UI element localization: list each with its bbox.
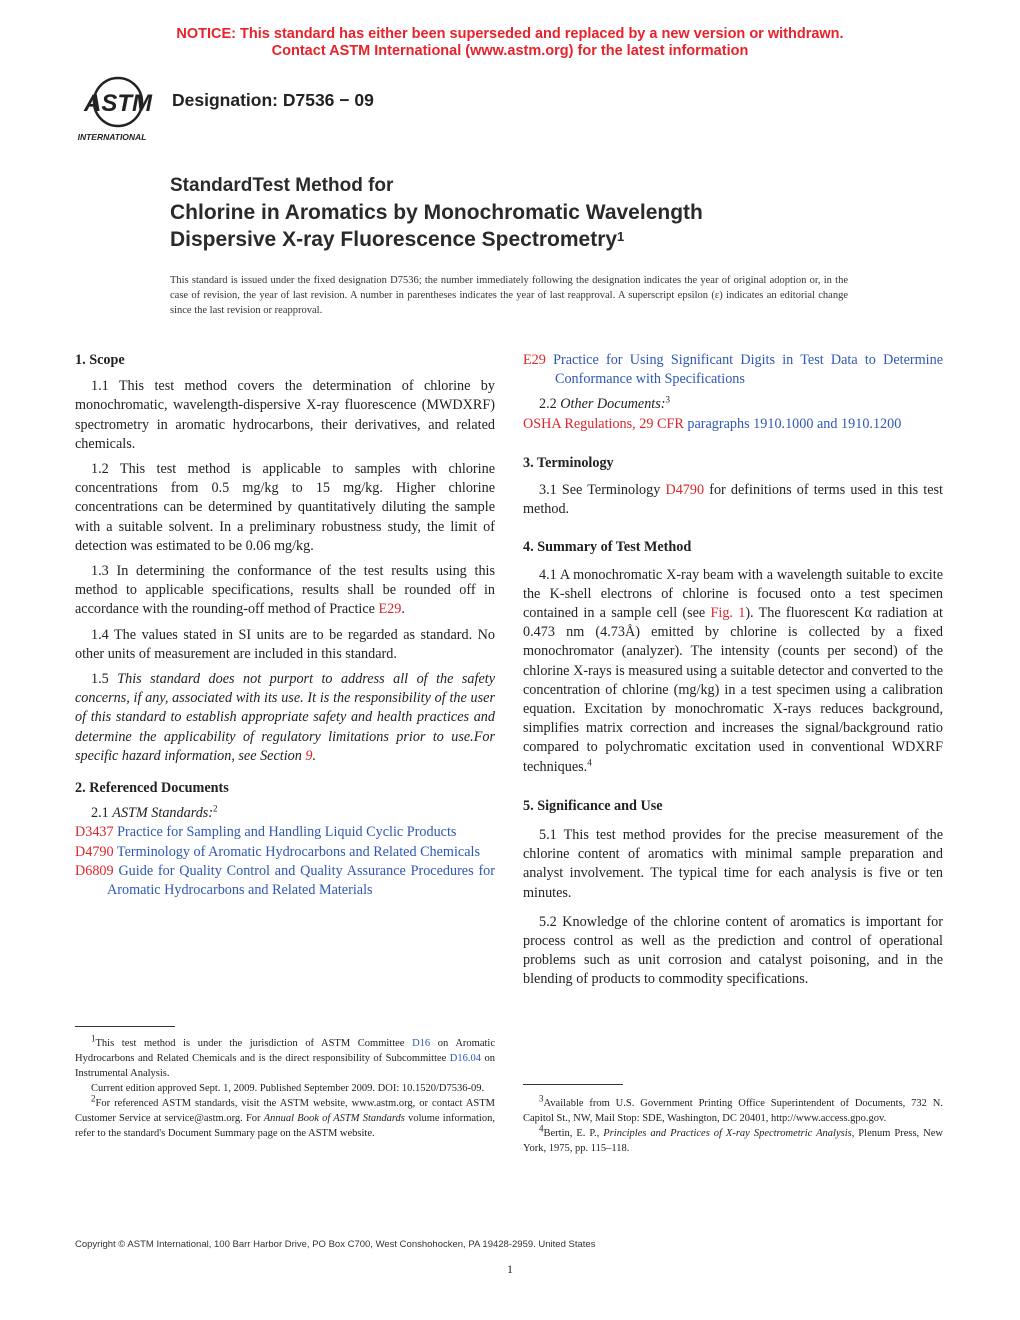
scope-1-5-num: 1.5: [91, 671, 118, 688]
withdrawal-notice: [0, 26, 1020, 60]
footnotes-right: [523, 1093, 943, 1156]
other-label-mark: 3: [665, 394, 670, 405]
fn1-text-b: on Aromatic Hydrocarbons and Related Chemicals and is the direct responsibility of Subcommittee: [75, 1038, 495, 1064]
terminology-text-b: for definitions of terms used in this test method.: [523, 482, 944, 518]
logo-sub: INTERNATIONAL: [77, 132, 147, 142]
right-column: [523, 351, 943, 990]
notice-line-1: NOTICE: This standard has either been superseded and replaced by a new version or withdrawn.: [176, 26, 844, 42]
scope-1-1: 1.1 This test method covers the determination of chlorine by monochromatic, wavelength-dispersive X-ray fluorescence (MWDXRF) spectrometry in aromatic hydrocarbons, their derivatives, and related chemicals.: [75, 378, 495, 452]
ref-d4790-title[interactable]: Terminology of Aromatic Hydrocarbons and Related Chemicals: [113, 843, 480, 860]
refdocs-heading: 2. Referenced Documents: [75, 780, 229, 797]
ref-osha[interactable]: [523, 415, 943, 434]
ref-d3437-title[interactable]: Practice for Sampling and Handling Liquid Cyclic Products: [113, 824, 457, 841]
copyright-footer: Copyright © ASTM International, 100 Barr Harbor Drive, PO Box C700, West Conshohocken, PA 19428-2959. United States: [75, 1239, 596, 1250]
notice-line-2: Contact ASTM International (www.astm.org) for the latest information: [271, 43, 749, 59]
footnote-2: [75, 1093, 495, 1141]
significance-5-1: 5.1 This test method provides for the precise measurement of the chlorine content of aromatics with minimal sample preparation and analyst involvement. The typical time for each analysis is five or ten minutes.: [523, 827, 943, 901]
link-e29[interactable]: E29: [378, 601, 402, 618]
terminology-text-a: 3.1 See Terminology: [539, 482, 666, 499]
summary-4-1: [523, 566, 943, 777]
scope-heading: 1. Scope: [75, 352, 125, 368]
link-fig-1[interactable]: Fig. 1: [710, 605, 746, 622]
fn2-text-a: For referenced ASTM standards, visit the ASTM website, www.astm.org, or contact ASTM Customer Service at service@astm.org. For: [75, 1098, 495, 1124]
summary-heading: 4. Summary of Test Method: [523, 539, 692, 556]
title-main: [170, 199, 703, 253]
ref-e29-title[interactable]: Practice for Using Significant Digits in Test Data to Determine Conformance with Specifications: [545, 352, 943, 388]
ref-d4790[interactable]: [75, 843, 495, 862]
issued-note: This standard is issued under the fixed designation D7536; the number immediately following the designation indicates the year of original adoption or, in the case of revision, the year of last revision. A number in parentheses indicates the year of last reapproval. A superscript epsilon (ε) indicates an editorial change since the last revision or reapproval.: [170, 275, 848, 316]
terminology-3-1: [523, 481, 943, 519]
fn2-mark: 2: [91, 1093, 96, 1104]
footnotes-left: [75, 1033, 495, 1141]
fn4-italic: Principles and Practices of X-ray Spectrometric Analysis: [603, 1128, 852, 1139]
other-label-num: 2.2: [539, 396, 561, 413]
fn3-mark: 3: [539, 1093, 544, 1104]
astm-label-text: ASTM Standards:: [112, 805, 214, 822]
title-line-2: Chlorine in Aromatics by Monochromatic Wavelength: [170, 201, 703, 224]
designation: Designation: D7536 − 09: [172, 90, 374, 110]
title-line-1: StandardTest Method for: [170, 175, 394, 196]
scope-1-2: 1.2 This test method is applicable to samples with chlorine concentrations from 0.5 mg/kg to 15 mg/kg. Higher chlorine concentrations can be determined by quantitatively diluting the sample with a suitable solvent. In a preliminary robustness study, the limit of detection was estimated to be 0.06 mg/kg.: [75, 461, 495, 554]
fn3-text: Available from U.S. Government Printing Office Superintendent of Documents, 732 N. Capitol St., NW, Mail Stop: SDE, Washington, DC 20401, http://www.access.gpo.gov.: [523, 1098, 943, 1124]
scope-1-4: 1.4 The values stated in SI units are to be regarded as standard. No other units of measurement are included in this standard.: [75, 626, 495, 662]
summary-text-b: ). The fluorescent Kα radiation at 0.473 nm (4.73Å) emitted by chlorine is collected by a fixed monochromator (analyzer). The intensity (counts per second) of the chlorine X-rays is measured using a suitable detector and converted to the concentration of chlorine (mg/kg) in a test specimen using a calibration equation. Excitation by monochromatic X-rays reduces background, simplifies matrix correction and increases the signal/background ratio compared to polychromatic excitation used in conventional WDXRF techniques.: [523, 605, 943, 775]
page-number: 1: [507, 1262, 513, 1276]
ref-d3437[interactable]: [75, 823, 495, 842]
footnote-edition: Current edition approved Sept. 1, 2009. Published September 2009. DOI: 10.1520/D7536-09.: [91, 1083, 485, 1094]
other-documents-label: [523, 395, 943, 414]
ref-osha-title[interactable]: paragraphs 1910.1000 and 1910.1200: [683, 415, 902, 432]
fn1-mark: 1: [91, 1033, 96, 1044]
scope-1-5-end: .: [312, 747, 317, 764]
scope-1-5-text: This standard does not purport to address all of the safety concerns, if any, associated with its use. It is the responsibility of the user of this standard to establish appropriate safety and health practices and determine the applicability of regulatory limitations prior to use.For specific hazard information, see Section: [75, 671, 495, 764]
title-line-3-wrap: [170, 226, 703, 253]
title-footnote-mark: 1: [617, 229, 625, 244]
title-line-3: Dispersive X-ray Fluorescence Spectrometry: [170, 228, 618, 251]
astm-logo-icon: [72, 74, 164, 144]
summary-text-a: 4.1 A monochromatic X-ray beam with a wavelength suitable to excite the K-shell electrons of chlorine is focused onto a test specimen contained in a sample cell (see: [523, 566, 943, 622]
fn1-text-a: This test method is under the jurisdiction of ASTM Committee: [95, 1038, 413, 1049]
footnote-rule-left: [75, 1026, 175, 1027]
fn4-mark: 4: [539, 1123, 544, 1134]
fn4-text-b: , Plenum Press, New York, 1975, pp. 115–118.: [523, 1128, 943, 1154]
ref-d3437-code[interactable]: D3437: [75, 824, 114, 841]
significance-heading: 5. Significance and Use: [523, 797, 663, 814]
astm-label-num: 2.1: [91, 805, 113, 822]
scope-1-3: [75, 562, 495, 620]
footnote-4: [523, 1123, 943, 1156]
footnote-3: [523, 1093, 943, 1126]
scope-1-3-text: 1.3 In determining the conformance of the test results using this method to applicable specifications, results shall be rounded off in accordance with the rounding-off method of Practice: [75, 563, 495, 618]
astm-label-mark: 2: [213, 803, 218, 814]
significance-5-2: 5.2 Knowledge of the chlorine content of aromatics is important for process control as well as the prediction and control of operational problems such as unit corrosion and catalyst poisoning, and in the blending of products to commodity specifications.: [523, 913, 943, 988]
fn2-italic: Annual Book of ASTM Standards: [263, 1113, 405, 1124]
ref-d6809-title[interactable]: Guide for Quality Control and Quality Assurance Procedures for Aromatic Hydrocarbons and Related Materials: [107, 862, 495, 899]
scope-1-3-end: .: [401, 601, 405, 618]
left-column: [75, 351, 495, 900]
astm-logo: [72, 74, 164, 144]
fn2-text-b: volume information, refer to the standard's Document Summary page on the ASTM website.: [75, 1113, 495, 1139]
ref-d4790-code[interactable]: D4790: [75, 843, 114, 860]
ref-e29[interactable]: [523, 351, 943, 389]
footnote-1: [75, 1033, 495, 1081]
scope-1-5: [75, 670, 495, 766]
other-label-text: Other Documents:: [560, 396, 666, 413]
summary-mark: 4: [587, 756, 592, 767]
link-d16[interactable]: D16: [412, 1038, 431, 1049]
link-d4790[interactable]: D4790: [665, 482, 705, 499]
fn1-text-c: on Instrumental Analysis.: [75, 1053, 495, 1079]
link-d16-04[interactable]: D16.04: [449, 1053, 482, 1064]
ref-d6809-code[interactable]: D6809: [75, 862, 114, 879]
fn4-text-a: Bertin, E. P.,: [543, 1128, 604, 1139]
astm-standards-label: [75, 804, 495, 823]
ref-e29-code[interactable]: E29: [523, 352, 546, 368]
link-section-9[interactable]: 9: [305, 747, 313, 764]
terminology-heading: 3. Terminology: [523, 454, 614, 471]
ref-d6809[interactable]: [75, 862, 495, 900]
ref-osha-code[interactable]: OSHA Regulations, 29 CFR: [523, 415, 684, 432]
logo-letters: ASTM: [84, 90, 152, 117]
footnote-rule-right: [523, 1084, 623, 1085]
